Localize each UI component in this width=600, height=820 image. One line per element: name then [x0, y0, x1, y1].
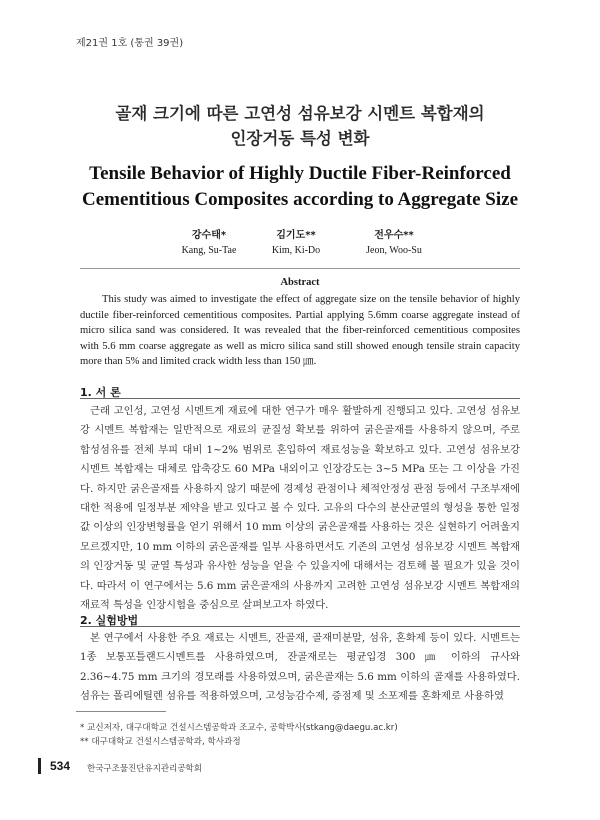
footnote-rule [76, 711, 166, 712]
english-title-line-2: Cementitious Composites according to Aggregate Size [81, 189, 519, 210]
footnote-1: * 교신저자, 대구대학교 건설시스템공학과 조교수, 공학박사(stkang@daegu.ac.kr) [80, 723, 398, 733]
author-1-korean-name: 강수태* [191, 230, 227, 241]
page-number-bar [38, 758, 41, 774]
section-1-rule [80, 398, 520, 399]
page-number: 534 [50, 759, 71, 773]
author-1 [159, 228, 259, 258]
section-1-heading: 1. 서 론 [80, 386, 121, 399]
author-2-korean-name: 김기도** [276, 230, 316, 241]
section-2-text: 본 연구에서 사용한 주요 재료는 시멘트, 잔골재, 골재미분말, 섬유, 혼화제 등이 있다. 시멘트는 1종 보통포틀랜드시멘트를 사용하였으며, 잔골재로는 평균입경 300 ㎛ 이하의 규사와 2.36~4.75 mm 크기의 경모래를 사용하였으며, 굵은골재는 5.6 mm 이하의 골재를 사용하였다. 섬유는 폴리에틸렌 섬유를 적용하였으며, 고성능감수제, 증점제 및 소포제를 혼화제로 사용하였 [80, 632, 520, 703]
journal-name: 한국구조물진단유지관리공학회 [87, 764, 202, 774]
section-1-text: 근래 고인성, 고연성 시멘트계 재료에 대한 연구가 매우 활발하게 진행되고 있다. 고연성 섬유보강 시멘트 복합재는 일반적으로 재료의 균질성 확보를 위하여 굵은골재를 사용하지 않으며, 주로 합성섬유를 전체 부피 대비 1~2% 범위로 혼입하여 재료성능을 확보하고 있다. 고연성 섬유보강 시멘트 복합재는 대체로 압축강도 60 MPa 내외이고 인장강도는 3~5 MPa 또는 그 이상을 가진다. 하지만 굵은골재를 사용하지 않기 때문에 경제성 관점이나 체적안정성 관점 등에서 구조부재에 대한 적용에 일정부분 제약을 받고 있다고 볼 수 있다. 고유의 다수의 분산균열의 형성을 통한 일정값 이상의 인장변형률을 얻기 위해서 10 mm 이상의 굵은골재를 사용하는 것은 실현하기 어려울지 모르겠지만, 10 mm 이하의 굵은골재를 일부 사용하면서도 기존의 고연성 섬유보강 시멘트 복합재의 인장거동 및 균열 특성과 유사한 성능을 얻을 수 있을지에 대해서는 검토해 볼 필요가 있을 것이다. 따라서 이 연구에서는 5.6 mm 굵은골재의 사용까지 고려한 고연성 섬유보강 시멘트 복합재의 재료적 특성을 인장시험을 중심으로 살펴보고자 하였다. [80, 405, 520, 612]
section-2-rule [80, 626, 520, 627]
section-2-body [80, 629, 520, 707]
abstract-top-rule [80, 268, 520, 269]
abstract-text: This study was aimed to investigate the effect of aggregate size on the tensile behavior of highly ductile fiber-reinforced cementitious composites. Partial applying 5.6mm coarse aggregate instead of micro silica sand was considered. It was revealed that the fiber-reinforced cementitious composites with 5.6 mm coarse aggregate as well as micro silica sand still showed enough tensile strain capacity more than 5% and limited crack width less than 150 ㎛. [80, 294, 520, 368]
author-3 [344, 228, 444, 258]
author-2 [246, 228, 346, 258]
author-2-english-name: Kim, Ki-Do [271, 245, 321, 256]
author-3-korean-name: 전우수** [374, 230, 414, 241]
english-title-line-1: Tensile Behavior of Highly Ductile Fiber-Reinforced [89, 163, 511, 184]
section-1-body [80, 402, 520, 615]
korean-title-line-2: 인장거동 특성 변화 [230, 129, 370, 148]
issue-header: 제21권 1호 (통권 39권) [76, 38, 184, 49]
korean-title-line-1: 골재 크기에 따른 고연성 섬유보강 시멘트 복합재의 [115, 104, 485, 123]
abstract-heading: Abstract [280, 277, 320, 288]
section-2-heading: 2. 실험방법 [80, 614, 139, 627]
abstract-body [80, 292, 520, 370]
footnote-2: ** 대구대학교 건설시스템공학과, 학사과정 [80, 737, 241, 747]
author-3-english-name: Jeon, Woo-Su [366, 245, 422, 256]
author-1-english-name: Kang, Su-Tae [181, 245, 237, 256]
